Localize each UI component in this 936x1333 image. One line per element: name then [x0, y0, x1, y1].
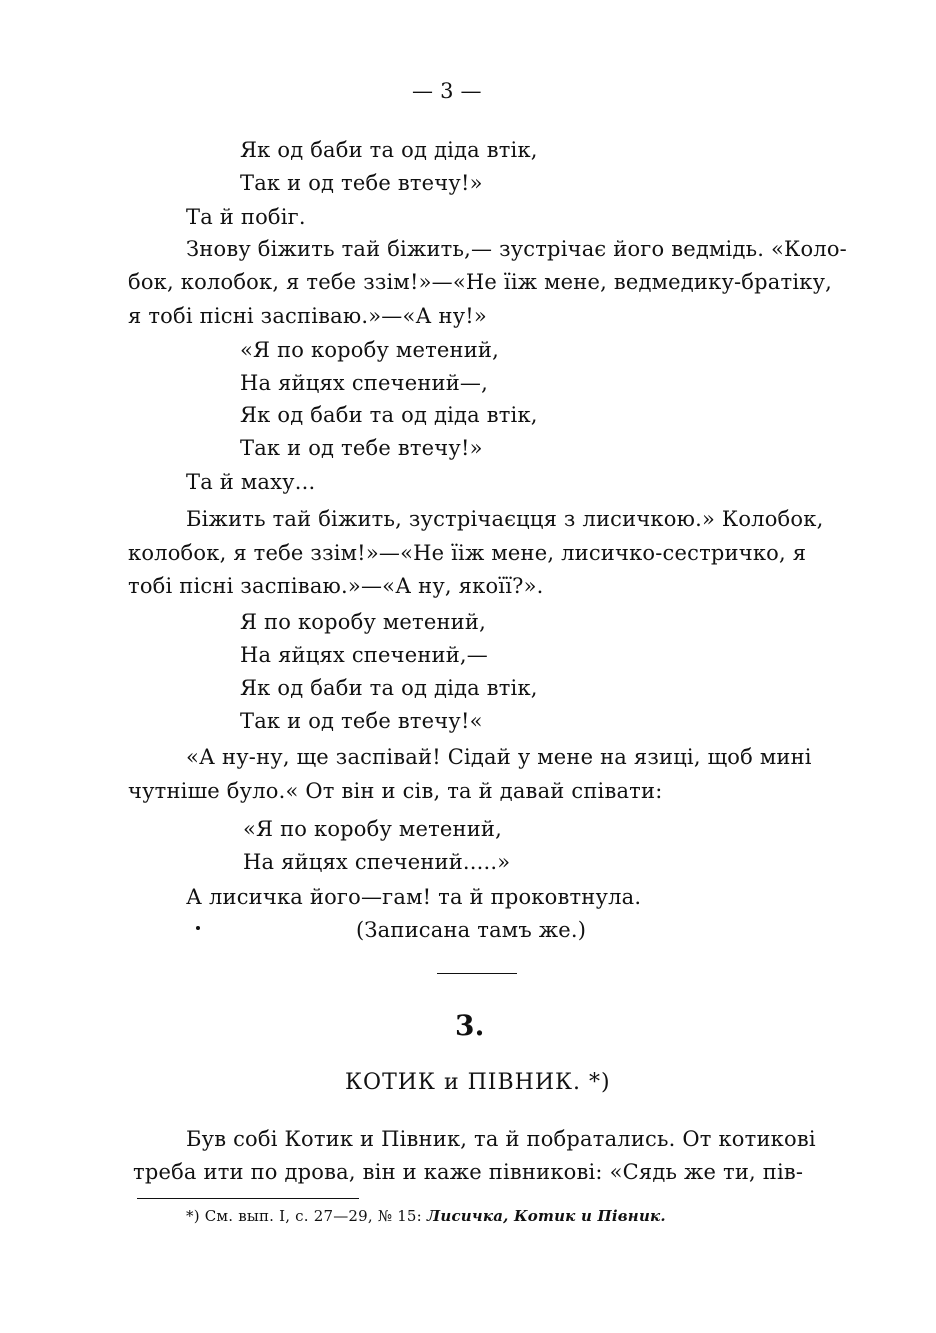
verse-line: Так и од тебе втечу!» [240, 171, 483, 195]
page-number: — 3 — [412, 79, 482, 103]
footnote-reference: *) См. вып. I, с. 27—29, № 15: [186, 1207, 422, 1225]
paragraph-line: «А ну-ну, ще заспівай! Сідай у мене на язиці, щоб мині [186, 745, 812, 769]
paragraph-line: Знову біжить тай біжить,— зустрічає його ведмідь. «Коло- [186, 237, 847, 261]
stray-dot [196, 926, 200, 930]
footnote-title: Лисичка, Котик и Півник. [426, 1207, 666, 1225]
footnote [186, 1206, 666, 1226]
verse-line: Так и од тебе втечу!» [240, 436, 483, 460]
section-divider [437, 973, 517, 974]
verse-line: На яйцях спечений,— [240, 643, 488, 667]
verse-line: «Я по коробу метений, [243, 817, 502, 841]
verse-line: Я по коробу метений, [240, 610, 486, 634]
verse-line: «Я по коробу метений, [240, 338, 499, 362]
verse-line: Як од баби та од діда втік, [240, 676, 538, 700]
paragraph-line: колобок, я тебе ззім!»—«Не їіж мене, лисичко-сестричко, я [128, 541, 807, 565]
paragraph-line: я тобі пісні заспіваю.»—«А ну!» [128, 304, 487, 328]
source-note: (Записана тамъ же.) [356, 918, 587, 942]
text-line: Та й маху... [186, 470, 316, 494]
paragraph-line: чутніше було.« От він и сів, та й давай співати: [128, 779, 663, 803]
footnote-rule [137, 1198, 359, 1199]
paragraph-line: бок, колобок, я тебе ззім!»—«Не їіж мене, ведмедику-братіку, [128, 270, 833, 294]
verse-line: Як од баби та од діда втік, [240, 138, 538, 162]
paragraph-line: тобі пісні заспіваю.»—«А ну, якоїї?». [128, 574, 544, 598]
paragraph-line: Був собі Котик и Півник, та й побратались. От котикові [186, 1127, 816, 1151]
paragraph-line: Біжить тай біжить, зустрічаєцця з лисичкою.» Колобок, [186, 507, 824, 531]
verse-line: Як од баби та од діда втік, [240, 403, 538, 427]
section-number: 3. [455, 1009, 485, 1042]
text-line: А лисичка його—гам! та й проковтнула. [186, 885, 642, 909]
text-line: Та й побіг. [186, 205, 306, 229]
verse-line: На яйцях спечений.....» [243, 850, 511, 874]
section-title: КОТИК и ПІВНИК. *) [345, 1070, 611, 1095]
verse-line: На яйцях спечений—, [240, 371, 488, 395]
paragraph-line: треба ити по дрова, він и каже півникові: «Сядь же ти, пів- [133, 1160, 804, 1184]
verse-line: Так и од тебе втечу!« [240, 709, 483, 733]
